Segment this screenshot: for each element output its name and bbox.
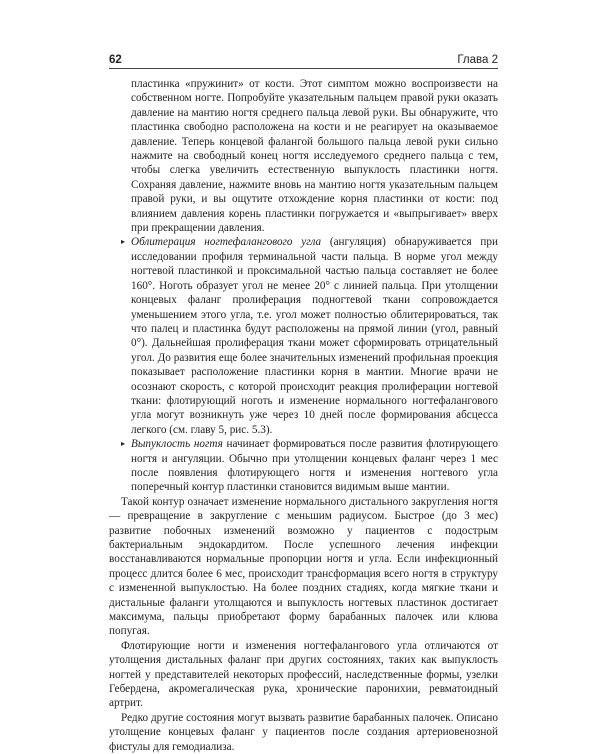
chapter-title: Глава 2 (457, 54, 498, 66)
paragraph-other-conditions: Редко другие состояния могут вызвать развитие барабанных палочек. Описано утолщение концевых фаланг у пациентов после создания артериовенозной фистулы для гемодиализа. (109, 711, 498, 753)
paragraph-contour: Такой контур означает изменение нормального дистального закругления ногтя — превращение в закругление с меньшим радиусом. Быстрое (до 3 мес) развитие побочных изменений возможно у пациентов с подострым бактериальным эндокардитом. После успешного лечения инфекции восстанавливаются нормальные пропорции ногтя и угла. Если инфекционный процесс длится более 6 мес, происходит трансформация всего ногтя в структуру с измененной выпуклостью. На более поздних стадиях, когда мягкие ткани и дистальные фаланги утолщаются и выпуклость ногтевых пластинок достигает максимума, пальцы приобретают форму барабанных палочек или клюва попугая. (109, 495, 498, 638)
term-convexity: Выпуклость ногтя (131, 438, 223, 451)
term-obliteration: Облитерация ногтефалангового угла (131, 236, 322, 249)
paragraph-floating-nails: Флотирующие ногти и изменения ногтефалангового угла отличаются от утолщения дистальных фаланг при других состояниях, таких как выпуклость ногтей у представителей некоторых профессий, наследственные формы, узелки Гебердена, акромегалическая рука, хронические паронихии, ревматоидный артрит. (109, 639, 498, 710)
bullet-triangle-icon: ▸ (121, 237, 126, 247)
page-number: 62 (109, 54, 122, 66)
running-header (109, 46, 498, 66)
paragraph-continued: пластинка «пружинит» от кости. Этот симптом можно воспроизвести на собственном ногте. Попробуйте указательным пальцем правой руки оказать давление на мантию ногтя среднего пальца левой руки. Вы обнаружите, что пластинка свободно расположена на кости и не реагирует на оказываемое давление. Теперь концевой фалангой большого пальца левой руки сильно нажмите на свободный конец ногтя исследуемого среднего пальца с тем, чтобы слегка увеличить естественную выпуклость пластинки ногтя. Сохраняя давление, нажмите вновь на мантию ногтя указательным пальцем правой руки, и вы ощутите отхождение корня пластинки от кости: под влиянием давления корень пластинки погружается и «выпрыгивает» вверх при прекращении давления. (131, 78, 498, 235)
list-item-convexity (109, 437, 498, 495)
page-body (109, 77, 498, 754)
header-rule (109, 68, 498, 69)
bullet-triangle-icon: ▸ (121, 439, 126, 449)
text-obliteration: (ангуляция) обнаруживается при исследовании профиля терминальной части пальца. В норме угол между ногтевой пластинкой и проксимальной частью пальца составляет не более 160°. Ноготь образует угол не менее 20° с линией пальца. При утолщении концевых фаланг пролиферация подногтевой ткани сопровождается уменьшением этого угла, т.е. угол может полностью облитерироваться, так что палец и пластинка будут расположены на прямой линии (угол, равный 0°). Дальнейшая пролиферация ткани может сформировать отрицательный угол. До развития еще более значительных изменений профильная проекция показывает расположение пластинки корня в мантии. Многие врачи не осознают скорость, с которой происходит реакция пролиферации ногтевой ткани: флотирующий ноготь и изменение нормального ногтефалангового угла могут возникнуть уже через 10 дней после формирования абсцесса легкого (см. главу 5, рис. 5.3). (131, 236, 499, 436)
list-item-obliteration (109, 235, 498, 437)
text-convexity: начинает формироваться после развития флотирующего ногтя и ангуляции. Обычно при утолщении концевых фаланг через 1 мес после появления флотирующего ногтя и изменения ногтевого угла поперечный контур пластинки становится видимым выше мантии. (131, 438, 498, 494)
